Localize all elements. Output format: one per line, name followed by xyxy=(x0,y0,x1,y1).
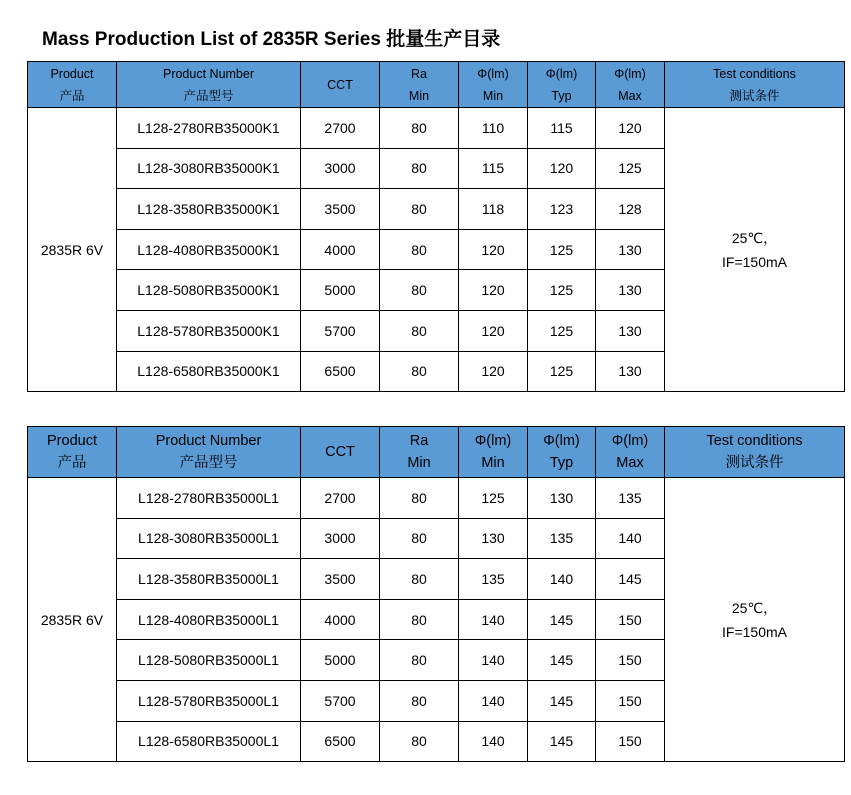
ra-min-cell: 80 xyxy=(380,680,459,721)
test-condition-line: 25℃， xyxy=(731,229,778,246)
cct-cell: 6500 xyxy=(301,721,380,762)
product-number-cell: L128-6580RB35000L1 xyxy=(117,721,301,762)
flux-typ-cell: 115 xyxy=(528,108,596,149)
flux-typ-cell: 145 xyxy=(528,640,596,681)
flux-typ-cell: 135 xyxy=(528,518,596,559)
product-number-cell: L128-4080RB35000L1 xyxy=(117,599,301,640)
flux-max-cell: 150 xyxy=(596,599,665,640)
production-table-2 xyxy=(27,426,845,762)
header-product-number: Product Number 产品型号 xyxy=(117,427,301,478)
flux-min-cell: 115 xyxy=(459,148,528,189)
ra-min-cell: 80 xyxy=(380,189,459,230)
header-flux-max: Φ(lm) Max xyxy=(596,62,665,108)
header-product: Product 产品 xyxy=(28,427,117,478)
ra-min-cell: 80 xyxy=(380,108,459,149)
ra-min-cell: 80 xyxy=(380,599,459,640)
flux-min-cell: 140 xyxy=(459,680,528,721)
header-flux-typ: Φ(lm) Typ xyxy=(528,62,596,108)
header-flux-max: Φ(lm) Max xyxy=(596,427,665,478)
flux-min-cell: 140 xyxy=(459,640,528,681)
flux-max-cell: 120 xyxy=(596,108,665,149)
flux-max-cell: 150 xyxy=(596,680,665,721)
product-number-cell: L128-5080RB35000K1 xyxy=(117,270,301,311)
product-number-cell: L128-5080RB35000L1 xyxy=(117,640,301,681)
product-number-cell: L128-2780RB35000L1 xyxy=(117,478,301,519)
ra-min-cell: 80 xyxy=(380,310,459,351)
product-number-cell: L128-3580RB35000K1 xyxy=(117,189,301,230)
flux-typ-cell: 125 xyxy=(528,270,596,311)
cct-cell: 4000 xyxy=(301,599,380,640)
header-ra-min: Ra Min xyxy=(380,427,459,478)
flux-min-cell: 125 xyxy=(459,478,528,519)
flux-typ-cell: 145 xyxy=(528,680,596,721)
header-product-number: Product Number 产品型号 xyxy=(117,62,301,108)
page-title: Mass Production List of 2835R Series 批量生产目录 xyxy=(42,29,501,50)
ra-min-cell: 80 xyxy=(380,518,459,559)
header-cct: CCT xyxy=(301,62,380,108)
flux-min-cell: 140 xyxy=(459,599,528,640)
test-condition-line: IF=150mA xyxy=(722,623,787,640)
flux-max-cell: 130 xyxy=(596,270,665,311)
header-flux-min: Φ(lm) Min xyxy=(459,62,528,108)
table-row xyxy=(28,108,845,149)
product-number-cell: L128-3080RB35000K1 xyxy=(117,148,301,189)
test-condition-line: 25℃， xyxy=(731,599,778,616)
header-cct: CCT xyxy=(301,427,380,478)
cct-cell: 3500 xyxy=(301,189,380,230)
ra-min-cell: 80 xyxy=(380,721,459,762)
ra-min-cell: 80 xyxy=(380,351,459,392)
flux-min-cell: 118 xyxy=(459,189,528,230)
flux-min-cell: 140 xyxy=(459,721,528,762)
cct-cell: 5000 xyxy=(301,270,380,311)
ra-min-cell: 80 xyxy=(380,270,459,311)
flux-max-cell: 145 xyxy=(596,559,665,600)
test-condition-line: IF=150mA xyxy=(722,253,787,270)
flux-max-cell: 140 xyxy=(596,518,665,559)
product-number-cell: L128-4080RB35000K1 xyxy=(117,229,301,270)
flux-min-cell: 120 xyxy=(459,229,528,270)
ra-min-cell: 80 xyxy=(380,229,459,270)
cct-cell: 2700 xyxy=(301,108,380,149)
header-ra-min: Ra Min xyxy=(380,62,459,108)
flux-max-cell: 150 xyxy=(596,640,665,681)
ra-min-cell: 80 xyxy=(380,148,459,189)
flux-max-cell: 130 xyxy=(596,310,665,351)
flux-min-cell: 130 xyxy=(459,518,528,559)
flux-min-cell: 110 xyxy=(459,108,528,149)
flux-typ-cell: 123 xyxy=(528,189,596,230)
flux-typ-cell: 145 xyxy=(528,721,596,762)
header-test-conditions: Test conditions 测试条件 xyxy=(665,62,845,108)
product-number-cell: L128-2780RB35000K1 xyxy=(117,108,301,149)
table-row xyxy=(28,478,845,519)
cct-cell: 5700 xyxy=(301,310,380,351)
cct-cell: 3500 xyxy=(301,559,380,600)
flux-min-cell: 120 xyxy=(459,270,528,311)
ra-min-cell: 80 xyxy=(380,478,459,519)
flux-typ-cell: 140 xyxy=(528,559,596,600)
product-cell: 2835R 6V xyxy=(28,108,117,392)
cct-cell: 2700 xyxy=(301,478,380,519)
flux-typ-cell: 130 xyxy=(528,478,596,519)
flux-typ-cell: 125 xyxy=(528,310,596,351)
flux-max-cell: 135 xyxy=(596,478,665,519)
cct-cell: 5700 xyxy=(301,680,380,721)
flux-min-cell: 120 xyxy=(459,351,528,392)
cct-cell: 4000 xyxy=(301,229,380,270)
ra-min-cell: 80 xyxy=(380,559,459,600)
product-number-cell: L128-3080RB35000L1 xyxy=(117,518,301,559)
test-conditions-cell xyxy=(665,108,845,392)
product-number-cell: L128-5780RB35000K1 xyxy=(117,310,301,351)
header-row xyxy=(28,62,845,108)
flux-typ-cell: 125 xyxy=(528,351,596,392)
flux-typ-cell: 125 xyxy=(528,229,596,270)
cct-cell: 3000 xyxy=(301,518,380,559)
cct-cell: 6500 xyxy=(301,351,380,392)
flux-max-cell: 128 xyxy=(596,189,665,230)
ra-min-cell: 80 xyxy=(380,640,459,681)
flux-max-cell: 130 xyxy=(596,351,665,392)
header-test-conditions: Test conditions 测试条件 xyxy=(665,427,845,478)
product-number-cell: L128-6580RB35000K1 xyxy=(117,351,301,392)
flux-max-cell: 150 xyxy=(596,721,665,762)
flux-max-cell: 130 xyxy=(596,229,665,270)
product-cell: 2835R 6V xyxy=(28,478,117,762)
header-product: Product 产品 xyxy=(28,62,117,108)
flux-min-cell: 135 xyxy=(459,559,528,600)
flux-max-cell: 125 xyxy=(596,148,665,189)
flux-typ-cell: 120 xyxy=(528,148,596,189)
test-conditions-cell xyxy=(665,478,845,762)
cct-cell: 3000 xyxy=(301,148,380,189)
header-flux-typ: Φ(lm) Typ xyxy=(528,427,596,478)
cct-cell: 5000 xyxy=(301,640,380,681)
header-flux-min: Φ(lm) Min xyxy=(459,427,528,478)
flux-min-cell: 120 xyxy=(459,310,528,351)
product-number-cell: L128-5780RB35000L1 xyxy=(117,680,301,721)
product-number-cell: L128-3580RB35000L1 xyxy=(117,559,301,600)
header-row xyxy=(28,427,845,478)
production-table-1 xyxy=(27,61,845,392)
flux-typ-cell: 145 xyxy=(528,599,596,640)
